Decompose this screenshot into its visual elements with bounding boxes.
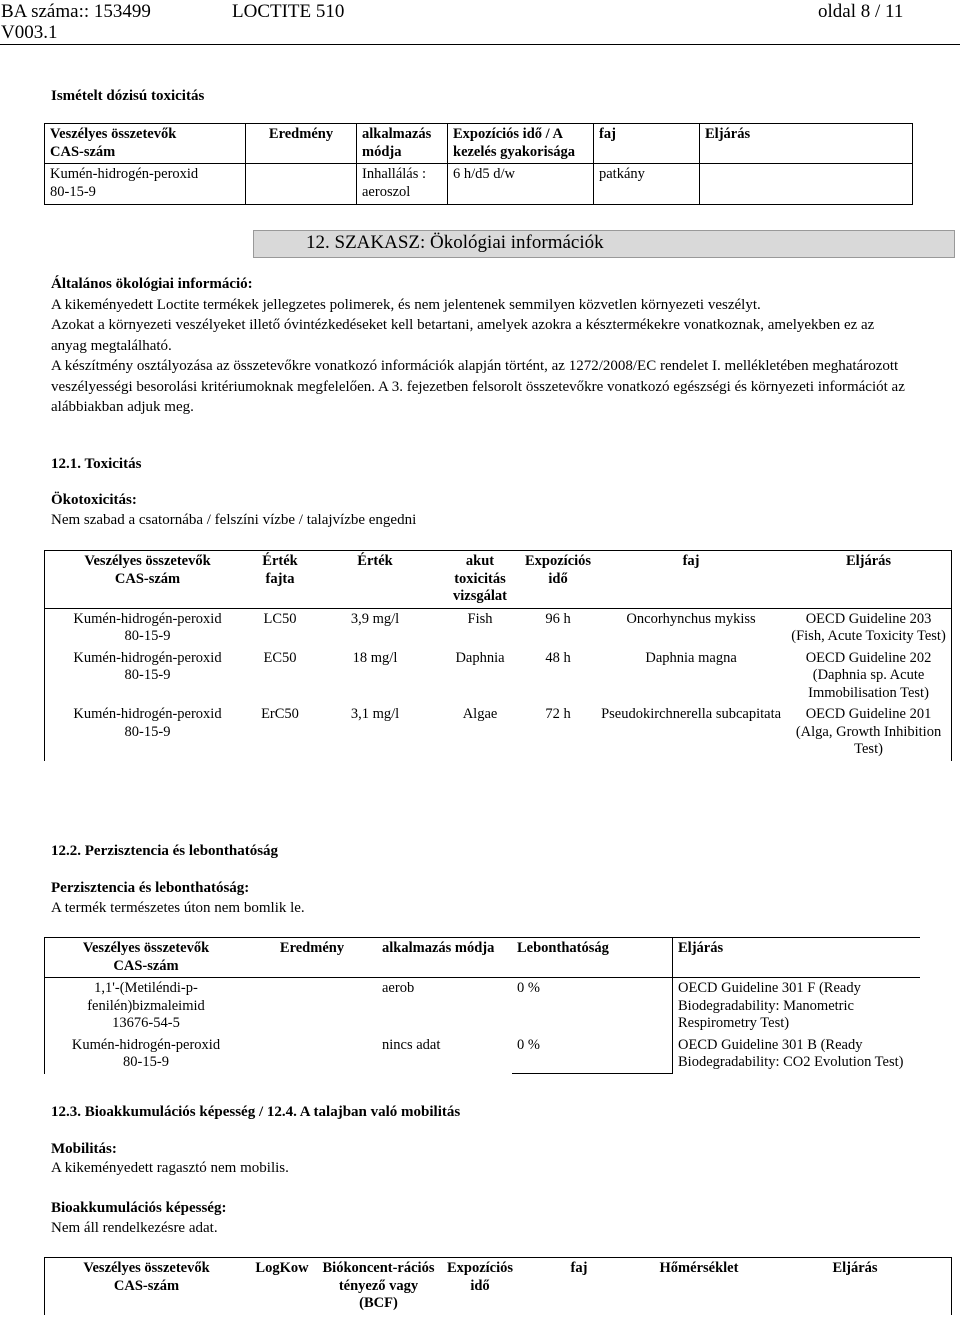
cell-exposure: 48 h (545, 649, 571, 666)
cell-acute: Daphnia (455, 649, 505, 666)
bioaccumulation-table (44, 1257, 952, 1315)
persistence-title: 12.2. Perzisztencia és lebonthatóság (51, 843, 279, 859)
cell-result (247, 1035, 377, 1074)
col-method: Eljárás (832, 1260, 878, 1276)
col-bcf: Biókoncent-rációs tényező vagy (BCF) (322, 1260, 435, 1311)
col-exposure: Expozíciós idő (446, 1260, 514, 1294)
toxicity-title: 12.1. Toxicitás (51, 456, 142, 472)
cell-component: Kumén-hidrogén-peroxid (71, 1036, 221, 1053)
col-species: faj (594, 124, 700, 164)
cell-degradability: 0 % (512, 1035, 673, 1074)
section-title: 12. SZAKASZ: Ökológiai információk (306, 232, 604, 253)
cell-exposure: 6 h/d5 d/w (448, 164, 594, 205)
table-row (45, 704, 952, 761)
col-result: Eredmény (246, 124, 357, 164)
cell-component: Kumén-hidrogén-peroxid (73, 649, 222, 666)
cell-value: 3,1 mg/l (350, 706, 400, 722)
cell-cas: 80-15-9 (50, 183, 96, 200)
cell-method: OECD Guideline 301 F (Ready Biodegradability: Manometric Respirometry Test) (678, 980, 861, 1031)
cell-species: Oncorhynchus mykiss (626, 610, 756, 627)
table-row (45, 608, 952, 648)
version: V003.1 (1, 22, 58, 43)
section-banner (253, 230, 955, 258)
persistence-table (44, 937, 920, 1074)
col-exposure: Expozíciós idő / A kezelés gyakorisága (448, 124, 594, 164)
cell-cas: 80-15-9 (124, 667, 171, 683)
general-heading: Általános ökológiai információ: (51, 276, 253, 292)
bioaccumulation-title: 12.3. Bioakkumulációs képesség / 12.4. A talajban való mobilitás (51, 1104, 461, 1120)
cell-species: patkány (594, 164, 700, 205)
cell-method (700, 164, 913, 205)
cell-species: Daphnia magna (645, 649, 737, 666)
persistence-text: A termék természetes úton nem bomlik le. (51, 900, 305, 916)
col-exposure: Expozíciós idő (520, 551, 596, 609)
col-cas: CAS-szám (113, 957, 179, 974)
col-value: Érték (310, 551, 440, 609)
persistence-heading: Perzisztencia és lebonthatóság: (51, 880, 250, 896)
repeated-dose-title: Ismételt dózisú toxicitás (51, 88, 205, 104)
cell-cas: 80-15-9 (124, 628, 171, 644)
col-cas: CAS-szám (114, 570, 181, 587)
cell-species: Pseudokirchnerella subcapitata (601, 706, 782, 722)
col-application: alkalmazás módja (357, 124, 448, 164)
cell-component: Kumén-hidrogén-peroxid (73, 706, 222, 722)
cell-component: Kumén-hidrogén-peroxid (50, 166, 199, 182)
doc-header (0, 0, 960, 44)
col-application: alkalmazás módja (377, 938, 512, 978)
col-cas: CAS-szám (113, 1277, 180, 1294)
col-method: Eljárás (700, 124, 913, 164)
eco-text: Nem szabad a csatornába / felszíni vízbe / talajvízbe engedni (51, 512, 417, 528)
cell-application: nincs adat (382, 1036, 441, 1053)
page-number: oldal 8 / 11 (818, 1, 904, 22)
col-cas: CAS-szám (50, 143, 116, 160)
cell-cas: 80-15-9 (124, 723, 171, 740)
cell-method: OECD Guideline 201 (Alga, Growth Inhibition Test) (795, 706, 942, 757)
mobility-text: A kikeményedett ragasztó nem mobilis. (51, 1160, 289, 1176)
table-header-row (45, 938, 921, 978)
cell-acute: Algae (462, 706, 498, 722)
bio-heading: Bioakkumulációs képesség: (51, 1200, 227, 1216)
cell-component: Kumén-hidrogén-peroxid (73, 610, 222, 627)
cell-application: Inhallálás : aeroszol (357, 164, 448, 205)
cell-method: OECD Guideline 301 B (Ready Biodegradability: CO2 Evolution Test) (678, 1036, 904, 1070)
cell-component: 1,1'-(Metiléndi-p-fenilén)bizmaleimid (87, 980, 205, 1014)
bio-text: Nem áll rendelkezésre adat. (51, 1220, 218, 1236)
cell-value-type: ErC50 (261, 706, 299, 722)
cell-method: OECD Guideline 202 (Daphnia sp. Acute Immobilisation Test) (805, 649, 932, 701)
header-rule (0, 44, 960, 45)
col-method: Eljárás (673, 938, 921, 978)
col-component: Veszélyes összetevők (50, 126, 177, 142)
col-temperature: Hőmérséklet (659, 1260, 739, 1276)
cell-value: 18 mg/l (352, 649, 398, 666)
col-degradability: Lebonthatóság (512, 938, 673, 978)
cell-cas: 13676-54-5 (112, 1015, 180, 1031)
table-row (45, 1035, 921, 1074)
mobility-heading: Mobilitás: (51, 1141, 117, 1157)
general-para-1: A kikeményedett Loctite termékek jellegzetes polimerek, és nem jelentenek semmilyen közvetlen környezeti veszélyt. (51, 297, 761, 313)
cell-result (246, 164, 357, 205)
cell-method: OECD Guideline 203 (Fish, Acute Toxicity Test) (791, 610, 946, 644)
table-header-row (45, 124, 913, 164)
general-para-3: A készítmény osztályozása az összetevőkre vonatkozó információk alapján történt, az 1272/2008/EC rendelet I. mellékletében meghatározott veszélyességi besorolási kritériumoknak megfelelően. A 3. fejezetben felsorolt összetevőkre vonatkozó egészségi és környezeti információt az alábbiakban adjuk meg. (51, 358, 905, 415)
table-row (45, 164, 913, 205)
ba-number: BA száma:: 153499 (1, 1, 151, 22)
table-header-row (45, 1258, 952, 1315)
table-row (45, 648, 952, 705)
repeated-dose-table (44, 123, 913, 205)
col-logkow: LogKow (255, 1260, 309, 1276)
table-row (45, 978, 921, 1035)
cell-cas: 80-15-9 (123, 1054, 169, 1070)
col-component: Veszélyes összetevők (84, 553, 211, 569)
product-name: LOCTITE 510 (232, 1, 345, 22)
general-para-2: Azokat a környezeti veszélyeket illető óvintézkedéseket kell betartani, amelyek azokra a késztermékekre vonatkoznak, amelyekben ez az anyag megtalálható. (51, 317, 875, 354)
eco-heading: Ökotoxicitás: (51, 492, 137, 508)
col-result: Eredmény (247, 938, 377, 978)
cell-value-type: EC50 (263, 649, 297, 666)
cell-application: aerob (382, 980, 415, 996)
cell-exposure: 96 h (545, 610, 571, 627)
col-method: Eljárás (786, 551, 951, 609)
col-component: Veszélyes összetevők (83, 1260, 210, 1276)
cell-exposure: 72 h (545, 706, 571, 722)
col-value-type: Érték fajta (250, 551, 310, 609)
toxicity-table (44, 550, 952, 761)
col-component: Veszélyes összetevők (82, 940, 210, 956)
table-header-row (45, 551, 952, 609)
cell-result (247, 978, 377, 1035)
col-species: faj (570, 1260, 588, 1276)
cell-value-type: LC50 (263, 610, 297, 627)
col-species: faj (596, 551, 786, 609)
cell-degradability: 0 % (512, 978, 673, 1035)
cell-value: 3,9 mg/l (350, 610, 400, 627)
cell-acute: Fish (467, 610, 493, 627)
col-acute: akut toxicitás vizsgálat (440, 551, 520, 609)
